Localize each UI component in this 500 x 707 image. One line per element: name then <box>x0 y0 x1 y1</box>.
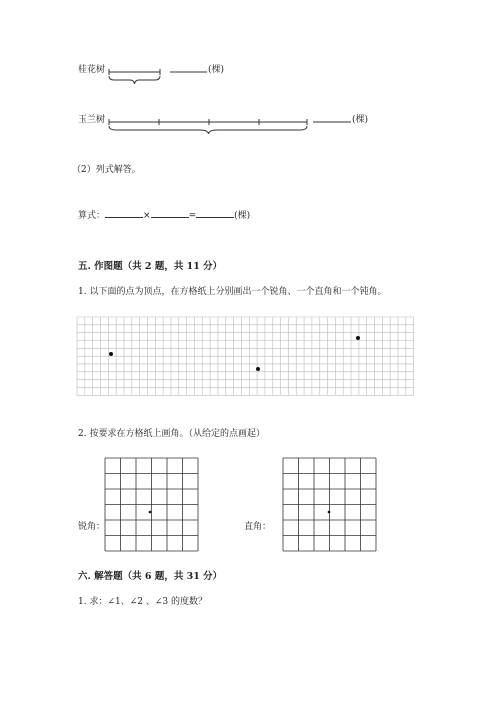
step2-text: （2）列式解答。 <box>72 165 141 175</box>
formula-unit: (棵) <box>234 211 251 221</box>
section6-title: 六. 解答题（共 6 题，共 31 分） <box>78 571 223 582</box>
section5-q2: 2. 按要求在方格纸上画角。（从给定的点画起） <box>78 429 265 439</box>
formula-equals: = <box>188 211 197 221</box>
magnolia-unit: (棵) <box>352 115 369 125</box>
osmanthus-unit: (棵) <box>208 65 225 75</box>
osmanthus-label: 桂花树 <box>78 65 106 75</box>
formula-times: × <box>143 211 151 221</box>
formula-prefix: 算式： <box>78 211 106 221</box>
section5-q1: 1. 以下面的点为顶点，在方格纸上分别画出一个锐角、一个直角和一个钝角。 <box>78 287 387 297</box>
grid-b-point <box>328 511 331 514</box>
section5-title: 五. 作图题（共 2 题，共 11 分） <box>78 261 223 272</box>
section6-q1: 1. 求：∠1、∠2 、∠3 的度数？ <box>78 597 207 607</box>
grid-a-point <box>149 511 152 514</box>
magnolia-label: 玉兰树 <box>78 115 106 125</box>
acute-angle-label: 锐角： <box>78 522 106 532</box>
right-angle-label: 直角： <box>244 522 272 532</box>
